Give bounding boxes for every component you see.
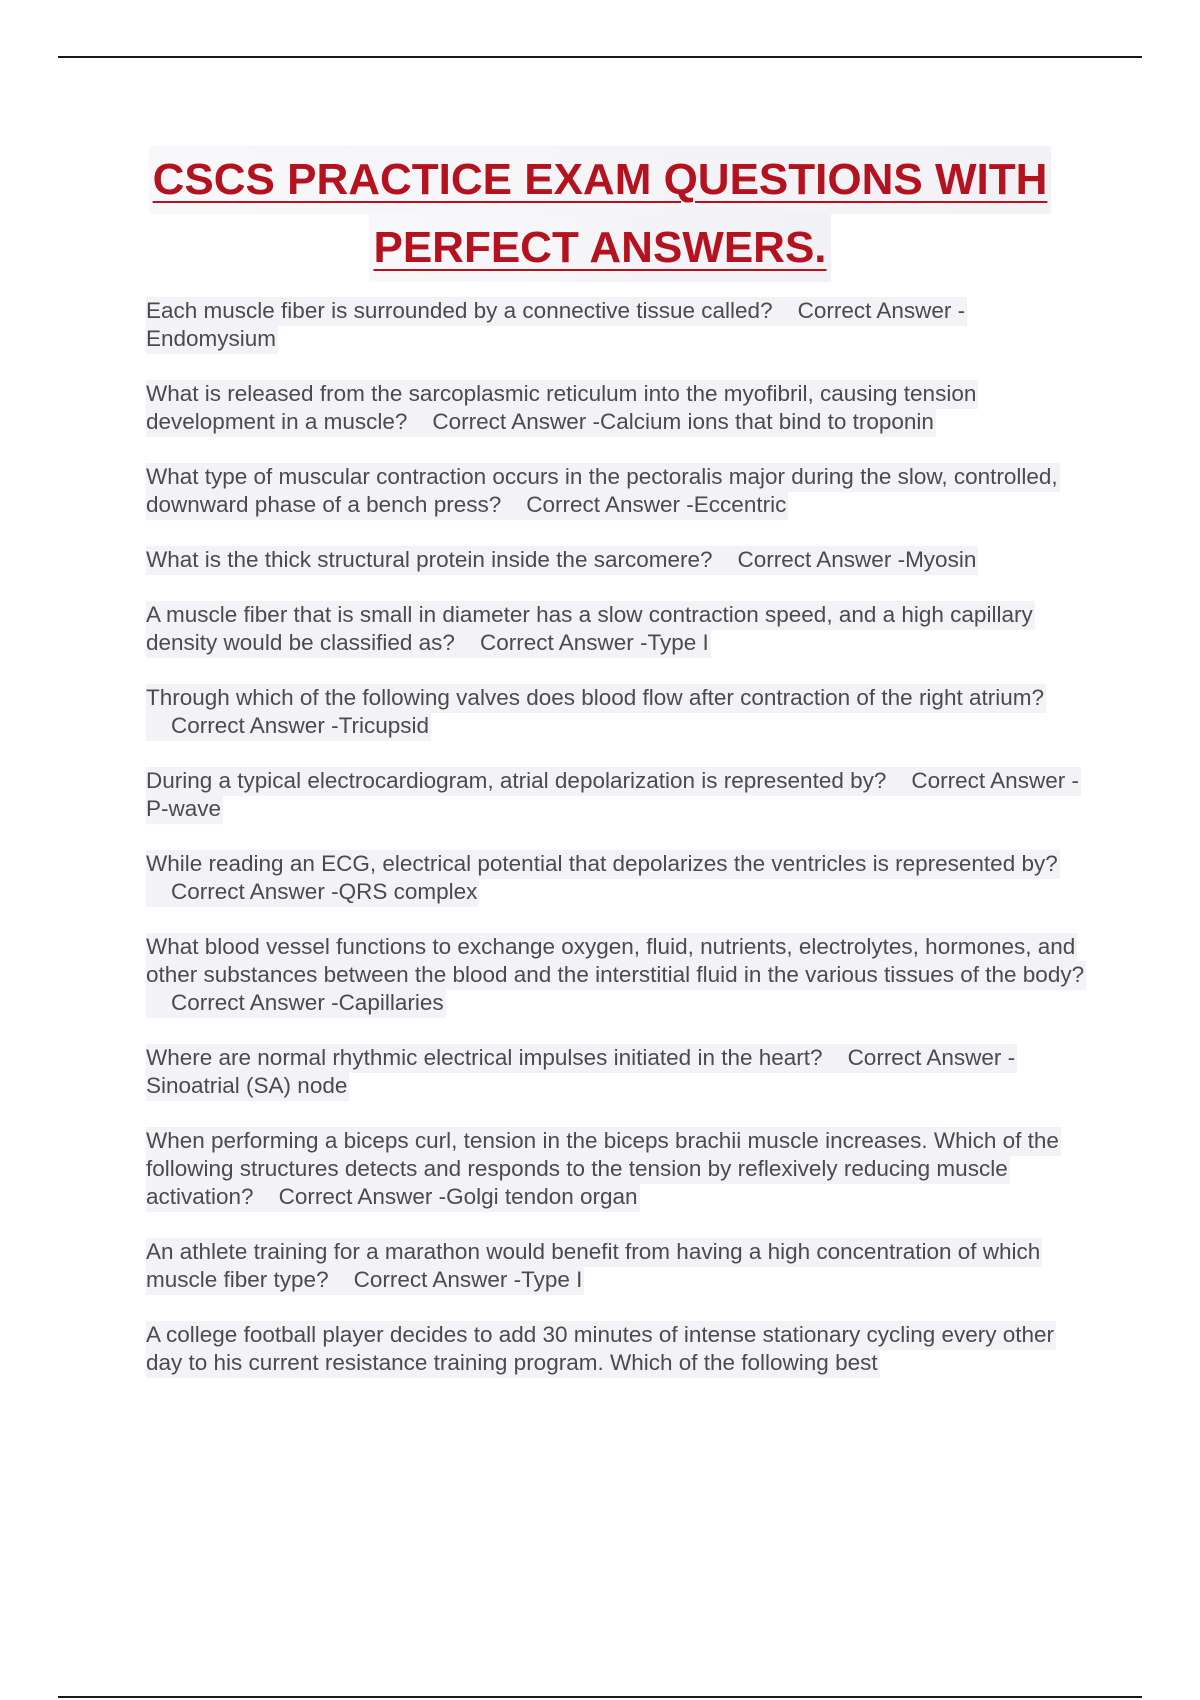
answer-prefix: Correct Answer -: [353, 1267, 522, 1292]
answer-text: Type I: [521, 1267, 583, 1292]
top-rule: [58, 56, 1142, 58]
question-text: What is the thick structural protein inside the sarcomere?: [146, 547, 713, 572]
answer-prefix: Correct Answer -: [171, 713, 339, 738]
qa-item: [146, 546, 1096, 574]
bottom-rule: [58, 1696, 1142, 1698]
question-text: A college football player decides to add 30 minutes of intense stationary cycling every other day to his current resistance training program. Which of the following best: [146, 1322, 1055, 1375]
question-text: When performing a biceps curl, tension in the biceps brachii muscle increases. Which of the following structures detects and responds to the tension by reflexively reducing muscle activation?: [146, 1128, 1059, 1209]
answer-prefix: Correct Answer -: [797, 298, 966, 323]
answer-text: Endomysium: [146, 326, 277, 351]
question-text: During a typical electrocardiogram, atrial depolarization is represented by?: [146, 768, 887, 793]
question-text: Where are normal rhythmic electrical impulses initiated in the heart?: [146, 1045, 823, 1070]
page-title: [100, 146, 1100, 282]
answer-text: Golgi tendon organ: [446, 1184, 638, 1209]
qa-item: [146, 380, 1096, 436]
qa-item: [146, 684, 1096, 740]
answer-prefix: Correct Answer -: [737, 547, 906, 572]
question-text: What is released from the sarcoplasmic reticulum into the myofibril, causing tension development in a muscle?: [146, 381, 977, 434]
question-text: A muscle fiber that is small in diameter has a slow contraction speed, and a high capillary density would be classified as?: [146, 602, 1033, 655]
answer-text: Capillaries: [338, 990, 444, 1015]
answer-text: Calcium ions that bind to troponin: [599, 409, 934, 434]
question-text: While reading an ECG, electrical potential that depolarizes the ventricles is represented by?: [146, 851, 1058, 876]
question-text: An athlete training for a marathon would benefit from having a high concentration of which muscle fiber type?: [146, 1239, 1041, 1292]
qa-item: [146, 297, 1096, 353]
answer-text: Sinoatrial (SA) node: [146, 1073, 348, 1098]
answer-prefix: Correct Answer -: [479, 630, 648, 655]
answer-text: Type I: [647, 630, 709, 655]
qa-item: [146, 767, 1096, 823]
qa-item: [146, 1238, 1096, 1294]
answer-prefix: Correct Answer -: [911, 768, 1079, 793]
question-text: What blood vessel functions to exchange oxygen, fluid, nutrients, electrolytes, hormones, and other substances between the blood and the interstitial fluid in the various tissues of the body?: [146, 934, 1085, 987]
title-line-1: CSCS PRACTICE EXAM QUESTIONS WITH: [149, 146, 1052, 214]
answer-text: Eccentric: [693, 492, 787, 517]
qa-item: [146, 463, 1096, 519]
answer-prefix: Correct Answer -: [171, 990, 339, 1015]
answer-text: QRS complex: [338, 879, 478, 904]
qa-item: [146, 933, 1096, 1017]
qa-item: [146, 1127, 1096, 1211]
answer-text: Myosin: [905, 547, 977, 572]
title-line-2: PERFECT ANSWERS.: [369, 214, 830, 282]
answer-prefix: Correct Answer -: [278, 1184, 447, 1209]
question-text: Each muscle fiber is surrounded by a connective tissue called?: [146, 298, 773, 323]
qa-list: [146, 297, 1096, 1404]
qa-item: [146, 1044, 1096, 1100]
question-text: Through which of the following valves does blood flow after contraction of the right atrium?: [146, 685, 1044, 710]
question-text: What type of muscular contraction occurs in the pectoralis major during the slow, controlled, downward phase of a bench press?: [146, 464, 1058, 517]
answer-prefix: Correct Answer -: [526, 492, 694, 517]
answer-text: Tricupsid: [338, 713, 430, 738]
qa-item: [146, 601, 1096, 657]
answer-text: P-wave: [146, 796, 222, 821]
qa-item-partial: [146, 1321, 1096, 1377]
qa-item: [146, 850, 1096, 906]
answer-prefix: Correct Answer -: [171, 879, 339, 904]
answer-prefix: Correct Answer -: [847, 1045, 1016, 1070]
answer-prefix: Correct Answer -: [432, 409, 600, 434]
